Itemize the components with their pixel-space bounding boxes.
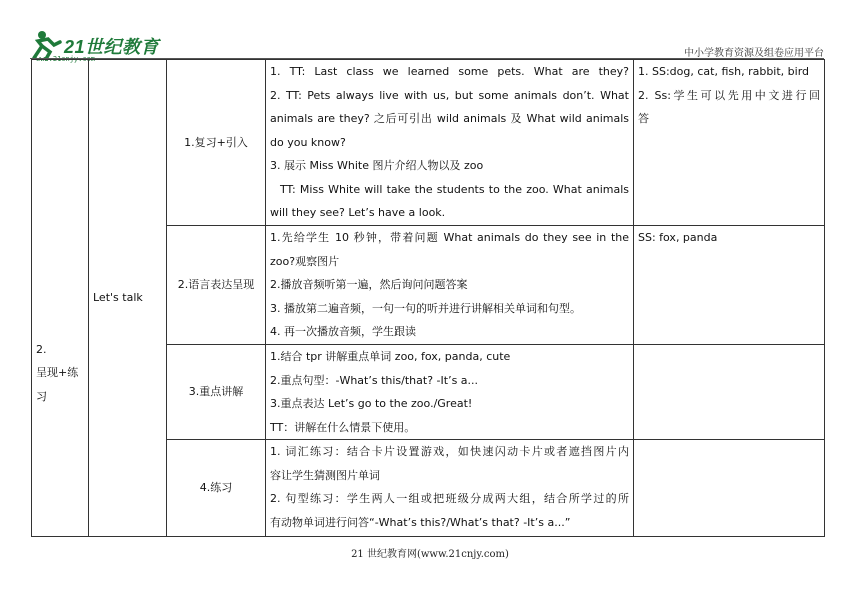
page-footer: 21 世纪教育网(www.21cnjy.com) [351, 549, 509, 560]
stage-line: 呈现+练 [36, 366, 79, 380]
teacher-line: 2.重点句型：-What’s this/that? -It’s a... [270, 373, 479, 387]
student-cell [634, 345, 825, 440]
teacher-line: zoo?观察图片 [270, 254, 340, 268]
stage-cell [32, 60, 89, 537]
logo-url: www.21cnjy.com [36, 55, 96, 63]
platform-title: 中小学教育资源及组卷应用平台 [684, 48, 824, 59]
teacher-line: 1. 词汇练习：结合卡片设置游戏，如快速闪动卡片或者遮挡图片内 [270, 445, 629, 458]
teacher-line: TT：讲解在什么情景下使用。 [270, 420, 416, 434]
section-cell [89, 60, 167, 537]
stage-line: 2. [36, 342, 47, 356]
teacher-line: animals are they? 之后可引出 wild animals 及 What wild animals [270, 112, 629, 125]
teacher-cell [266, 440, 634, 537]
teacher-line: will they see? Let’s have a look. [270, 206, 446, 219]
teacher-cell [266, 60, 634, 226]
teacher-line: 2.播放音频听第一遍，然后询问问题答案 [270, 278, 468, 291]
teacher-line: 1.先给学生 10 秒钟，带着问题 What animals do they see in the [270, 231, 629, 244]
teacher-line: 3. 展示 Miss White 图片介绍人物以及 zoo [270, 159, 484, 172]
lesson-plan-table [31, 59, 825, 537]
teacher-cell [266, 226, 634, 345]
student-cell [634, 226, 825, 345]
teacher-line: 容让学生猜测图片单词 [270, 468, 380, 482]
teacher-line: 1.结合 tpr 讲解重点单词 zoo, fox, panda, cute [270, 350, 511, 363]
teacher-line: TT: Miss White will take the students to the zoo. What animals [280, 182, 629, 196]
step-cell: 3.重点讲解 [167, 345, 266, 440]
step-cell: 4.练习 [167, 440, 266, 537]
student-line: SS: fox, panda [638, 231, 718, 244]
teacher-line: 3. 播放第二遍音频，一句一句的听并进行讲解相关单词和句型。 [270, 301, 581, 315]
teacher-line: 有动物单词进行问答“-What’s this?/What’s that? -It’s a...” [270, 515, 571, 529]
student-line: 答 [638, 112, 649, 125]
section-label: Let's talk [93, 291, 143, 305]
teacher-line: do you know? [270, 135, 346, 149]
stage-line: 习 [36, 389, 47, 403]
student-cell [634, 440, 825, 537]
step-cell: 2.语言表达呈现 [167, 226, 266, 345]
teacher-line: 3.重点表达 Let’s go to the zoo./Great! [270, 397, 473, 410]
teacher-cell [266, 345, 634, 440]
student-cell [634, 60, 825, 226]
teacher-line: 2. 句型练习：学生两人一组或把班级分成两大组，结合所学过的所 [270, 492, 629, 505]
logo-text: 21世纪教育 [64, 37, 160, 57]
teacher-line: 2. TT: Pets always live with us, but some animals don’t. What [270, 88, 629, 102]
teacher-line: 1. TT: Last class we learned some pets. What are they? [270, 65, 629, 78]
student-line: 2. Ss:学生可以先用中文进行回 [638, 88, 820, 102]
step-cell: 1.复习+引入 [167, 60, 266, 226]
table-row [32, 60, 825, 226]
teacher-line: 4. 再一次播放音频，学生跟读 [270, 325, 416, 338]
student-line: 1. SS:dog, cat, fish, rabbit, bird [638, 65, 810, 78]
